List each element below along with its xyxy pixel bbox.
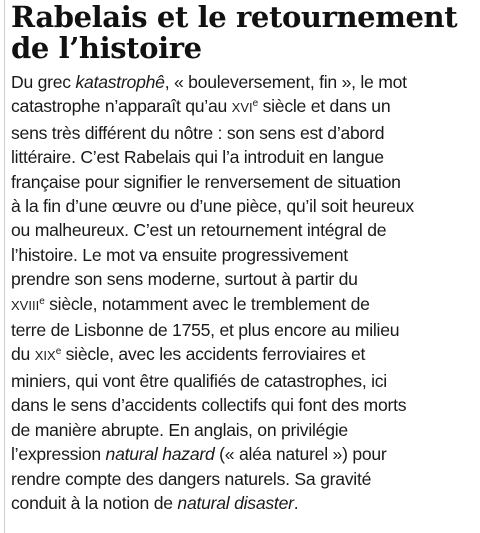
text-span: (« aléa naturel ») pour [214,444,387,465]
ordinal-suffix: e [39,295,45,307]
article-title [11,2,476,64]
century-numeral: XVI [231,100,253,116]
text-line: à la fin d’une œuvre ou d’une pièce, qu’il soit heureux [11,196,414,217]
article [4,0,476,533]
text-line [11,442,476,466]
ordinal-suffix: e [55,346,61,358]
text-line: française pour signifier le renversement de situation [11,171,401,192]
century-numeral: XIX [34,348,56,364]
century-numeral: XVIII [11,297,40,313]
text-span: conduit à la notion de [11,492,178,513]
text-span: Du grec [11,72,76,92]
text-span: . [293,492,299,513]
text-span: siècle, notamment avec le tremblement de [44,293,370,314]
title-line: Rabelais et le retournement [11,0,458,34]
text-span: , « bouleversement, fin », le mot [164,72,407,92]
text-line: de manière abrupte. En anglais, on privilégie [11,419,348,440]
article-body [11,70,476,515]
text-line: littéraire. C’est Rabelais qui l’a introduit en langue [11,147,384,168]
text-line [11,94,476,120]
title-line: de l’histoire [11,31,202,65]
text-span: du [11,344,35,365]
text-line: ou malheureux. C’est un retournement intégral de [11,220,387,241]
text-line: l’histoire. Le mot va ensuite progressivement [11,244,348,265]
text-line: miniers, qui vont être qualifiés de catastrophes, ici [11,370,387,391]
ordinal-suffix: e [252,98,258,110]
text-line [11,342,476,368]
text-line: terre de Lisbonne de 1755, et plus encore au milieu [11,320,400,341]
italic-term: natural hazard [105,444,215,465]
text-span: l’expression [11,444,106,465]
text-line [11,70,476,94]
text-line: dans le sens d’accidents collectifs qui font des morts [11,395,407,416]
text-line [11,292,476,318]
italic-term: katastrophê [75,72,165,92]
text-span: siècle et dans un [257,96,391,117]
text-line: sens très différent du nôtre : son sens est d’abord [11,122,385,143]
text-line: prendre son sens moderne, surtout à partir du [11,269,358,290]
italic-term: natural disaster [177,492,294,513]
text-span: catastrophe n’apparaît qu’au [11,96,232,117]
text-span: siècle, avec les accidents ferroviaires et [61,344,366,365]
text-line [11,491,476,515]
text-line: rendre compte des dangers naturels. Sa gravité [11,468,372,489]
